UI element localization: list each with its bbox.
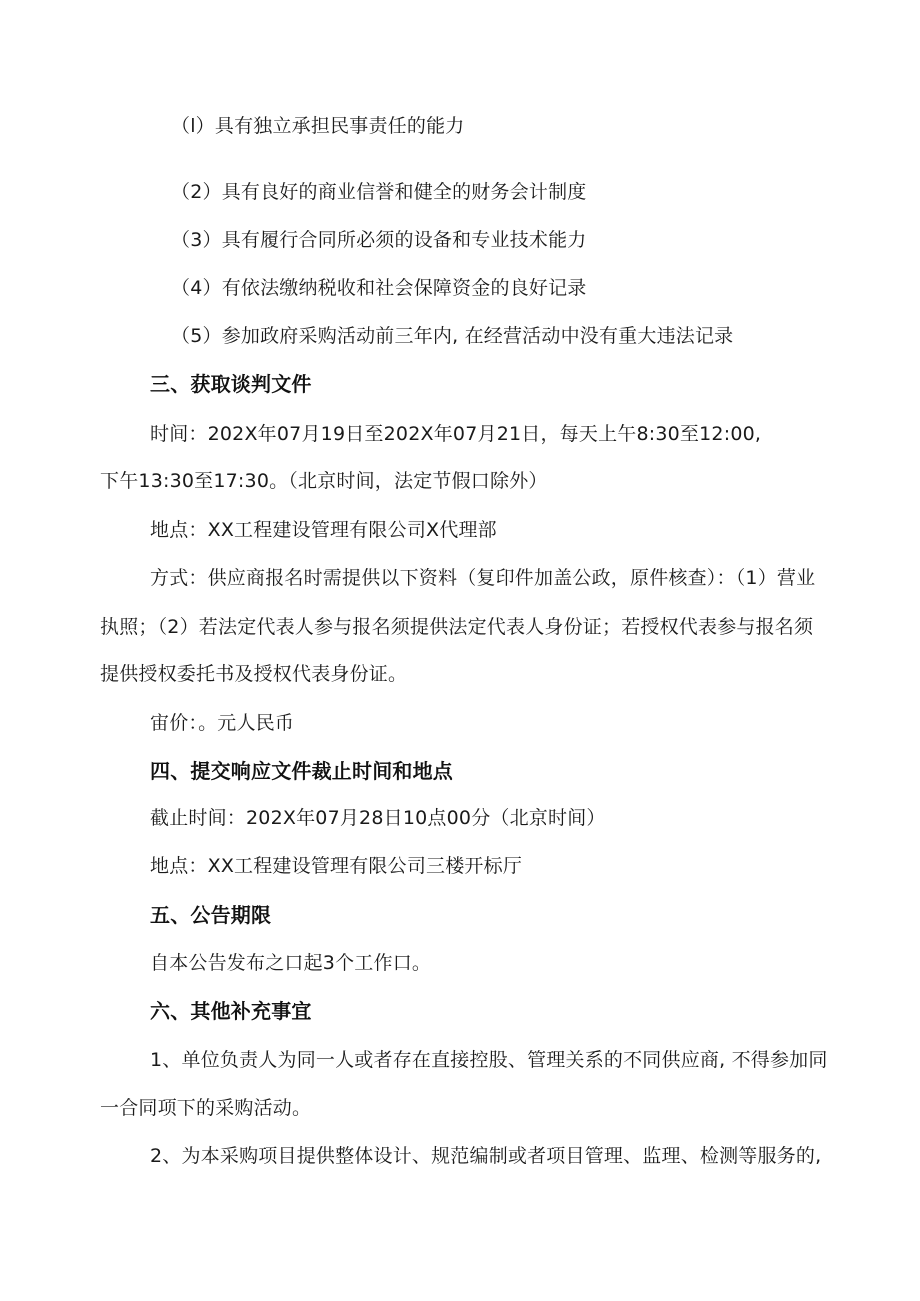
other-matter-2-line-1: 2、为本采购项目提供整体设计、规范编制或者项目管理、监理、检测等服务的, [150,1145,822,1167]
obtain-method-line-1: 方式：供应商报名时需提供以下资料（复印件加盖公政，原件核查）：（1）营业 [150,567,816,589]
announcement-period-text: 自本公告发布之口起3个工作口。 [150,952,432,974]
qualification-item-4: （4）有依法缴纳税收和社会保障资金的良好记录 [171,277,587,299]
other-matter-1-line-1: 1、单位负责人为同一人或者存在直接控股、管理关系的不同供应商, 不得参加同 [150,1049,828,1071]
qualification-item-3: （3）具有履行合同所必须的设备和专业技术能力 [171,229,587,251]
section-heading-announcement-period: 五、公告期限 [150,903,272,927]
submission-deadline: 截止时间：202X年07月28日10点00分（北京时间） [150,807,606,829]
qualification-item-2: （2）具有良好的商业信誉和健全的财务会计制度 [171,181,587,203]
obtain-time-line-2: 下午13:30至17:30。（北京时间，法定节假口除外） [100,470,548,492]
obtain-method-line-2: 执照；（2）若法定代表人参与报名须提供法定代表人身份证；若授权代表参与报名须 [100,616,814,638]
section-heading-other-matters: 六、其他补充事宜 [150,999,312,1023]
document-price: 宙价：。元人民币 [150,712,295,734]
qualification-item-1: （l）具有独立承担民事责任的能力 [171,115,465,137]
other-matter-1-line-2: 一合同项下的采购活动。 [100,1097,312,1119]
obtain-method-line-3: 提供授权委托书及授权代表身份证。 [100,663,408,685]
obtain-time-line-1: 时间：202X年07月19日至202X年07月21日，每天上午8:30至12:00, [150,423,762,445]
section-heading-submission-deadline: 四、提交响应文件裁止时间和地点 [150,759,453,783]
section-heading-obtain-documents: 三、获取谈判文件 [150,372,312,396]
submission-location: 地点：XX工程建设管理有限公司三楼开标厅 [150,855,523,877]
obtain-location: 地点：XX工程建设管理有限公司X代理部 [150,519,497,541]
qualification-item-5: （5）参加政府采购活动前三年内, 在经营活动中没有重大违法记录 [171,325,734,347]
